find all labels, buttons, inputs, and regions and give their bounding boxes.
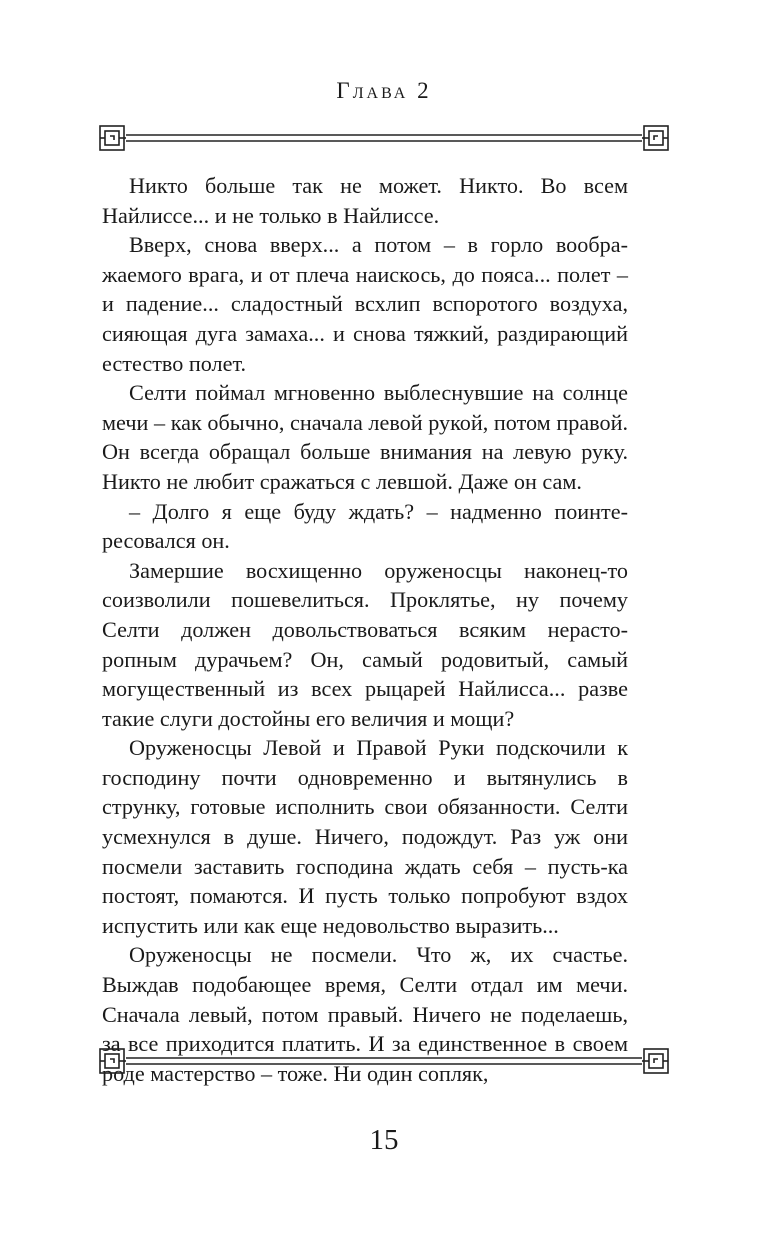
- page-number: 15: [369, 1124, 399, 1156]
- ornamental-divider-bottom: [96, 1043, 672, 1079]
- paragraph: Никто больше так не может. Никто. Во всем Найлиссе... и не только в Найлиссе.: [102, 173, 628, 228]
- paragraph: Замершие восхищенно оруженосцы наконец-то соизволили пошевелиться. Проклятье, ну почему Селти должен довольствоваться всяким нерасторопным дурачьем? Он, самый родовитый, самый могущественный из всех рыцарей Найлисса... разве такие слуги достойны его величия и мощи?: [102, 557, 628, 731]
- paragraph: Оруженосцы Левой и Правой Руки подскочили к господину почти одновременно и вытянулись в струнку, готовые исполнить свои обязанности. Селти усмехнулся в душе. Ничего, подождут. Раз уж они посмели заставить господина ждать себя – пусть-ка постоят, помаются. И пусть только попробуют вздох испустить или как еще недовольство выразить...: [102, 735, 628, 938]
- body-text: [102, 171, 628, 1088]
- ornamental-divider-top: [96, 120, 672, 156]
- chapter-title: Глава 2: [336, 78, 432, 103]
- paragraph: – Долго я еще буду ждать? – надменно поинтересовался он.: [102, 498, 628, 554]
- paragraph: Оруженосцы не посмели. Что ж, их счастье. Выждав подобающее время, Селти отдал им мечи. Сначала левый, потом правый. Ничего не поделаешь, за все приходится платить. И за единственное в своем роде мастерство – тоже. Ни один сопляк,: [102, 942, 628, 1086]
- paragraph: Селти поймал мгновенно выблеснувшие на солнце мечи – как обычно, сначала левой рукой, потом правой. Он всегда обращал больше внимания на левую руку. Никто не любит сражаться с левшой. Даже он сам.: [102, 380, 628, 494]
- paragraph: Вверх, снова вверх... а потом – в горло воображаемого врага, и от плеча наискось, до пояса... полет – и падение... сладостный всхлип вспоротого воздуха, сияющая дуга замаха... и снова тяжкий, раздирающий естество полет.: [102, 232, 628, 376]
